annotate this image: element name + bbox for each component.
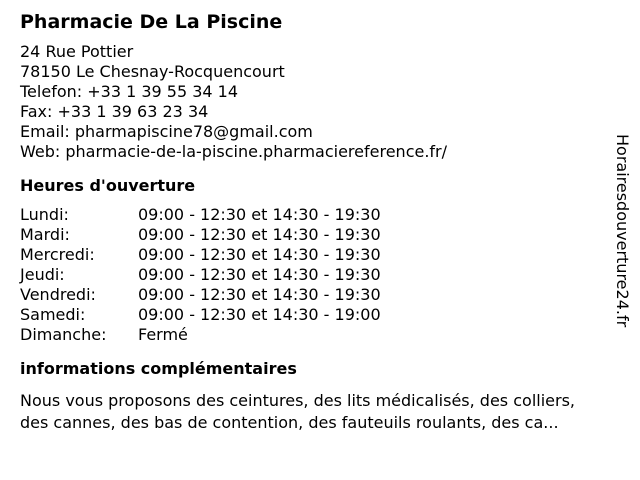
additional-info-title: informations complémentaires	[20, 359, 297, 378]
hours-row-monday	[20, 205, 610, 225]
hours-time-value: 09:00 - 12:30 et 14:30 - 19:30	[138, 225, 381, 244]
fax-number: Fax: +33 1 39 63 23 34	[20, 102, 209, 121]
opening-hours-table	[20, 205, 610, 345]
additional-info-text: Nous vous proposons des ceintures, des lits médicalisés, des colliers, des cannes, des bas de contention, des fauteuils roulants, des ca...	[20, 391, 575, 432]
hours-time-value: 09:00 - 12:30 et 14:30 - 19:30	[138, 285, 381, 304]
hours-row-friday	[20, 285, 610, 305]
phone-number: Telefon: +33 1 39 55 34 14	[20, 82, 239, 101]
hours-day-label: Dimanche:	[20, 325, 107, 344]
address-city: 78150 Le Chesnay-Rocquencourt	[20, 62, 285, 81]
pharmacy-card	[20, 10, 610, 434]
hours-day-label: Samedi:	[20, 305, 86, 324]
email-address: Email: pharmapiscine78@gmail.com	[20, 122, 313, 141]
website-link[interactable]: Web: pharmacie-de-la-piscine.pharmaciereference.fr/	[20, 142, 448, 161]
hours-time-value: 09:00 - 12:30 et 14:30 - 19:00	[138, 305, 381, 324]
hours-row-wednesday	[20, 245, 610, 265]
hours-row-thursday	[20, 265, 610, 285]
hours-time-value: Fermé	[138, 325, 188, 344]
hours-day-label: Lundi:	[20, 205, 69, 224]
hours-row-saturday	[20, 305, 610, 325]
hours-time-value: 09:00 - 12:30 et 14:30 - 19:30	[138, 265, 381, 284]
hours-time-value: 09:00 - 12:30 et 14:30 - 19:30	[138, 205, 381, 224]
site-watermark: Horairesdouverture24.fr	[613, 134, 632, 328]
opening-hours-title: Heures d'ouverture	[20, 176, 196, 195]
pharmacy-name: Pharmacie De La Piscine	[20, 11, 283, 33]
hours-day-label: Mercredi:	[20, 245, 95, 264]
hours-time-value: 09:00 - 12:30 et 14:30 - 19:30	[138, 245, 381, 264]
hours-row-sunday	[20, 325, 610, 345]
address-street: 24 Rue Pottier	[20, 42, 134, 61]
hours-row-tuesday	[20, 225, 610, 245]
hours-day-label: Mardi:	[20, 225, 70, 244]
hours-day-label: Jeudi:	[20, 265, 65, 284]
hours-day-label: Vendredi:	[20, 285, 96, 304]
